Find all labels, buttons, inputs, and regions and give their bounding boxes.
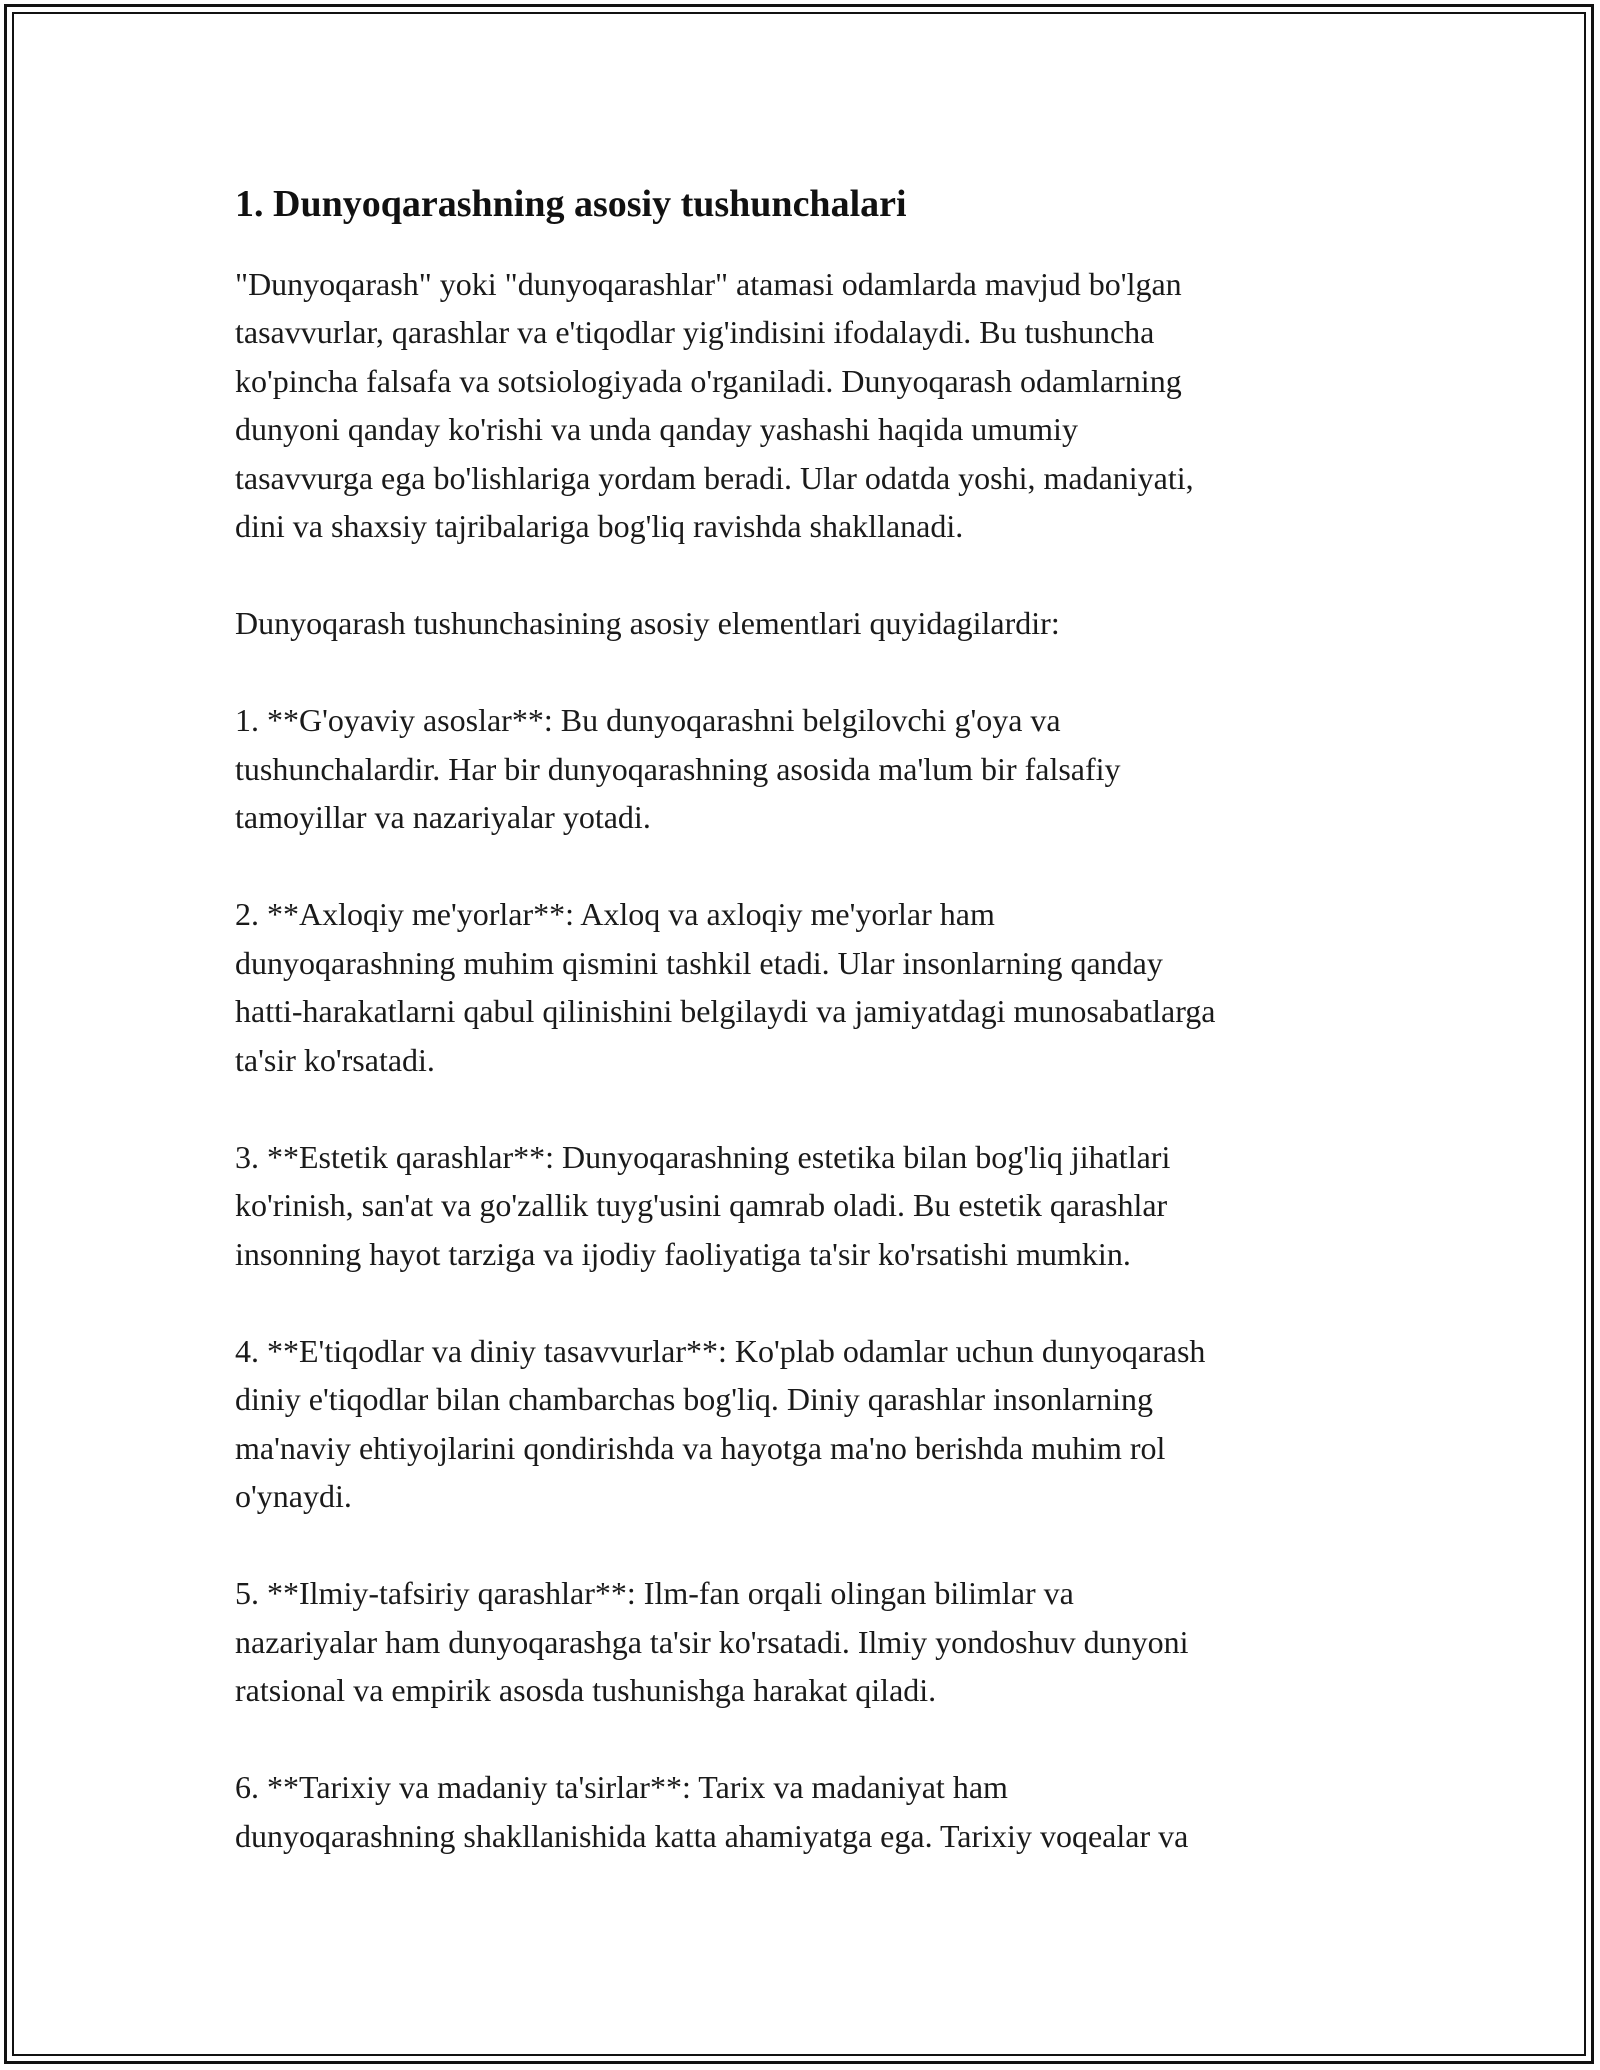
list-item-ideological-foundations: 1. **G'oyaviy asoslar**: Bu dunyoqarashni belgilovchi g'oya va tushunchalardir. Har bir dunyoqarashning asosida ma'lum bir falsafiy tamoyillar va nazariyalar yotadi. [235,702,1121,836]
list-item-religious-beliefs: 4. **E'tiqodlar va diniy tasavvurlar**: Ko'plab odamlar uchun dunyoqarash diniy e'tiqodlar bilan chambarchas bog'liq. Diniy qarashlar insonlarning ma'naviy ehtiyojlarini qondirishda va hayotga ma'no berishda muhim rol o'ynaydi. [235,1332,1206,1515]
list-item-aesthetic-views: 3. **Estetik qarashlar**: Dunyoqarashning estetika bilan bog'liq jihatlari ko'rinish, san'at va go'zallik tuyg'usini qamrab oladi. Bu estetik qarashlar insonning hayot tarziga va ijodiy faoliyatiga ta'sir ko'rsatishi mumkin. [235,1138,1171,1272]
list-item-scientific-views: 5. **Ilmiy-tafsiriy qarashlar**: Ilm-fan orqali olingan bilimlar va nazariyalar ham dunyoqarashga ta'sir ko'rsatadi. Ilmiy yondoshuv dunyoni ratsional va empirik asosda tushunishga harakat qiladi. [235,1575,1189,1709]
list-item-moral-norms: 2. **Axloqiy me'yorlar**: Axloq va axloqiy me'yorlar ham dunyoqarashning muhim qismini tashkil etadi. Ular insonlarning qanday hatti-harakatlarni qabul qilinishini belgilaydi va jamiyatdagi munosabatlarga ta'sir ko'rsatadi. [235,896,1216,1078]
elements-intro-paragraph: Dunyoqarash tushunchasining asosiy elementlari quyidagilardir: [235,605,1060,642]
list-item-historical-cultural-influences: 6. **Tarixiy va madaniy ta'sirlar**: Tarix va madaniyat ham dunyoqarashning shakllanishida katta ahamiyatga ega. Tarixiy voqealar va [235,1769,1189,1854]
document-body [235,182,1375,1909]
intro-paragraph: "Dunyoqarash" yoki "dunyoqarashlar" atamasi odamlarda mavjud bo'lgan tasavvurlar, qarashlar va e'tiqodlar yig'indisini ifodalaydi. Bu tushuncha ko'pincha falsafa va sotsiologiyada o'rganiladi. Dunyoqarash odamlarning dunyoni qanday ko'rishi va unda qanday yashashi haqida umumiy tasavvurga ega bo'lishlariga yordam beradi. Ular odatda yoshi, madaniyati, dini va shaxsiy tajribalariga bog'liq ravishda shakllanadi. [235,265,1194,545]
document-title: 1. Dunyoqarashning asosiy tushunchalari [235,183,907,225]
